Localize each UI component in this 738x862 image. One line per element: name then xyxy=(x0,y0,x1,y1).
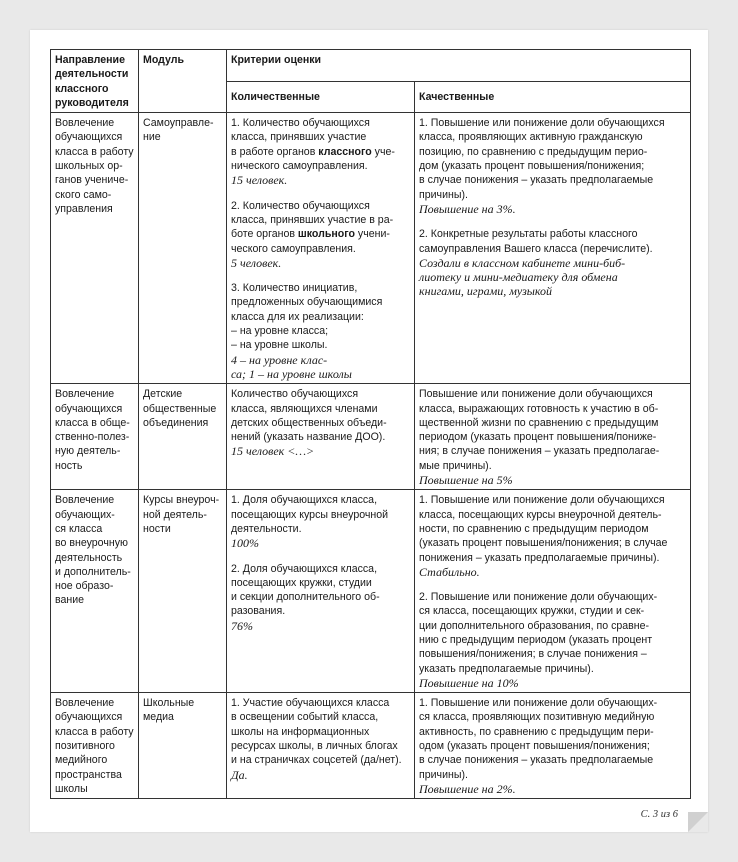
quantitative-criterion xyxy=(231,116,410,173)
qualitative-answer: Стабильно. xyxy=(419,564,480,579)
qualitative-cell xyxy=(415,384,691,490)
quantitative-answer: 76% xyxy=(231,618,253,633)
qualitative-criterion: 2. Конкретные результаты работы классного самоуправления Вашего класса (перечислите). xyxy=(419,228,653,255)
criterion-text: 2. Количество обучающихся класса, принявших участие в ра- боте органов xyxy=(231,199,394,241)
module-cell: Курсы внеуроч- ной деятель- ности xyxy=(139,490,227,693)
direction-cell: Вовлечение обучающихся класса в работу позитивного медийного пространства школы xyxy=(51,693,139,799)
qualitative-criterion: 1. Повышение или понижение доли обучающихся класса, посещающих курсы внеурочной деятель- ности, по сравнению с предыдущим периодом (указать процент повышения/понижения; в случае понижения – указать предполагаемые причины). xyxy=(419,494,668,564)
direction-cell: Вовлечение обучающихся класса в обще- ственно-полез- ную деятель- ность xyxy=(51,384,139,490)
criterion-text: Количество обучающихся класса, являющихся членами детских общественных объеди- нений (указать название ДОО). xyxy=(231,388,387,444)
qualitative-criterion: Повышение или понижение доли обучающихся класса, выражающих готовность к участию в об- щественной жизни по сравнению с предыдущим периодом (указать процент повышения/пониже- ния; в случае понижения – указать предполагае- мые причины). xyxy=(419,388,660,472)
qualitative-criterion: 1. Повышение или понижение доли обучающихся класса, проявляющих активную гражданскую позицию, по сравнению с предыдущим перио- дом (указать процент повышения/понижения; в случае понижения – указать предполагаемые причины). xyxy=(419,117,665,201)
emphasis-text: классного xyxy=(318,145,372,158)
table-row xyxy=(51,384,691,490)
qualitative-cell xyxy=(415,113,691,384)
quantitative-cell xyxy=(227,113,415,384)
table-row xyxy=(51,693,691,799)
header-qualitative: Качественные xyxy=(415,81,691,113)
qualitative-cell xyxy=(415,490,691,693)
evaluation-criteria-table xyxy=(50,49,691,799)
criterion-text: учени- ческого самоуправления. xyxy=(231,228,390,255)
spacer xyxy=(419,579,686,590)
quantitative-criterion xyxy=(231,696,410,767)
criterion-text: 1. Доля обучающихся класса, посещающих курсы внеурочной деятельности. xyxy=(231,494,389,535)
quantitative-answer: 4 – на уровне клас- са; 1 – на уровне школы xyxy=(231,352,352,381)
header-criteria: Критерии оценки xyxy=(227,50,691,82)
qualitative-answer: Повышение на 3%. xyxy=(419,201,516,216)
emphasis-text: школьного xyxy=(297,228,355,241)
qualitative-answer: Создали в классном кабинете мини-биб- лиотеку и мини-медиатеку для обмена книгами, играми, музыкой xyxy=(419,255,626,299)
spacer xyxy=(231,270,410,281)
quantitative-answer: Да. xyxy=(231,767,248,782)
quantitative-cell xyxy=(227,490,415,693)
quantitative-answer: 15 человек. xyxy=(231,173,288,188)
quantitative-criterion xyxy=(231,387,410,444)
direction-cell: Вовлечение обучающих- ся класса во внеурочную деятельность и дополнитель- ное образо- вание xyxy=(51,490,139,693)
module-cell: Детские общественные объединения xyxy=(139,384,227,490)
quantitative-answer: 100% xyxy=(231,536,259,551)
module-cell: Самоуправле- ние xyxy=(139,113,227,384)
quantitative-cell xyxy=(227,693,415,799)
criterion-text: 2. Доля обучающихся класса, посещающих кружки, студии и секции дополнительного об- разования. xyxy=(231,562,380,618)
qualitative-cell xyxy=(415,693,691,799)
quantitative-cell xyxy=(227,384,415,490)
spacer xyxy=(231,188,410,199)
header-module: Модуль xyxy=(139,50,227,113)
qualitative-answer: Повышение на 5% xyxy=(419,473,513,488)
criterion-text: 1. Количество обучающихся класса, принявших участие в работе органов xyxy=(231,117,370,158)
page-fold-corner xyxy=(688,812,708,832)
quantitative-criterion xyxy=(231,493,410,536)
criterion-text: уче- нического самоуправления. xyxy=(231,145,395,173)
criterion-text: 1. Участие обучающихся класса в освещении событий класса, школы на информационных ресурсах школы, в личных блогах и на страничках соцсетей (да/нет). xyxy=(231,697,402,767)
document-page xyxy=(30,30,708,832)
module-cell: Школьные медиа xyxy=(139,693,227,799)
direction-cell: Вовлечение обучающихся класса в работу школьных ор- ганов учениче- ского само- управления xyxy=(51,113,139,384)
table-body xyxy=(51,113,691,799)
header-row-top xyxy=(51,50,691,82)
qualitative-criterion: 1. Повышение или понижение доли обучающих- ся класса, проявляющих позитивную медийную активность, по сравнению с предыдущим пери- одом (указать процент повышения/понижения; в случае понижения – указать предполагаемые причины). xyxy=(419,697,658,781)
quantitative-criterion xyxy=(231,199,410,256)
quantitative-answer: 5 человек. xyxy=(231,255,282,270)
quantitative-answer: 15 человек <…> xyxy=(231,444,315,459)
header-quantitative: Количественные xyxy=(227,81,415,113)
spacer xyxy=(231,551,410,562)
spacer xyxy=(419,216,686,227)
page-number: С. 3 из 6 xyxy=(640,809,678,820)
qualitative-criterion: 2. Повышение или понижение доли обучающих- ся класса, посещающих кружки, студии и сек- ции дополнительного образования, по сравне- нию с предыдущим периодом (указать процент повышения/понижения; в случае понижения – указать предполагаемые причины). xyxy=(419,591,658,675)
criterion-text: 3. Количество инициатив, предложенных обучающимися класса для их реализации: – на уровне класса; – на уровне школы. xyxy=(231,282,383,352)
qualitative-answer: Повышение на 10% xyxy=(419,675,519,690)
qualitative-answer: Повышение на 2%. xyxy=(419,781,516,796)
quantitative-criterion xyxy=(231,562,410,619)
quantitative-criterion xyxy=(231,281,410,352)
header-direction: Направление деятельности классного руководителя xyxy=(51,50,139,113)
table-row xyxy=(51,113,691,384)
table-row xyxy=(51,490,691,693)
